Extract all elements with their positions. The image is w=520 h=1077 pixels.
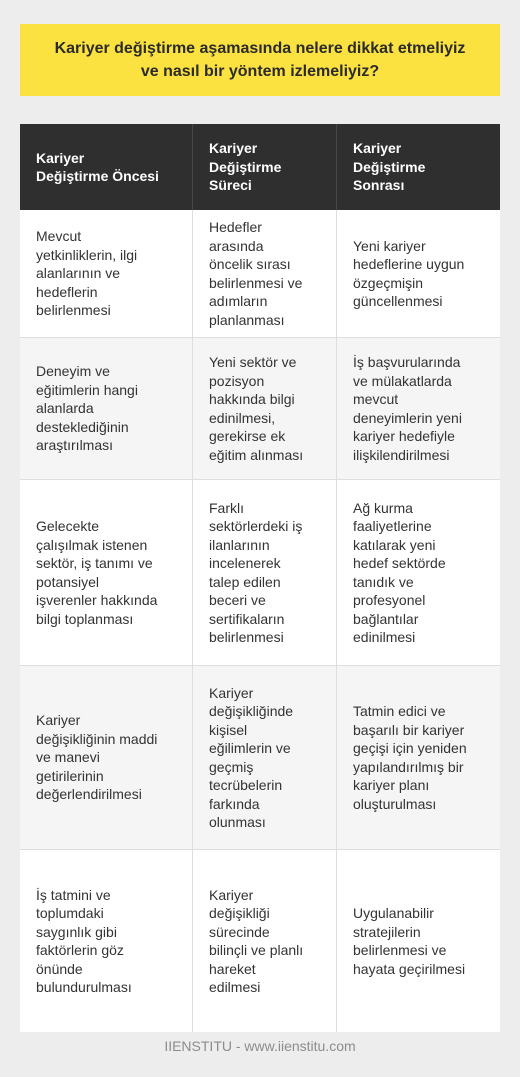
table-cell: Gelecekte çalışılmak istenen sektör, iş tanımı ve potansiyel işverenler hakkında bilgi toplanması xyxy=(20,480,193,666)
table-cell: Kariyer değişikliğinin maddi ve manevi getirilerinin değerlendirilmesi xyxy=(20,666,193,850)
column-header-before: Kariyer Değiştirme Öncesi xyxy=(20,124,193,210)
table-cell: Mevcut yetkinliklerin, ilgi alanlarının ve hedeflerin belirlenmesi xyxy=(20,210,193,338)
table-cell: Farklı sektörlerdeki iş ilanlarının incelenerek talep edilen beceri ve sertifikaların belirlenmesi xyxy=(193,480,337,666)
table-cell: Yeni sektör ve pozisyon hakkında bilgi edinilmesi, gerekirse ek eğitim alınması xyxy=(193,338,337,480)
page-title: Kariyer değiştirme aşamasında nelere dikkat etmeliyiz ve nasıl bir yöntem izlemeliyiz? xyxy=(54,40,466,80)
column-header-process: Kariyer Değiştirme Süreci xyxy=(193,124,337,210)
table-cell: İş tatmini ve toplumdaki saygınlık gibi faktörlerin göz önünde bulundurulması xyxy=(20,850,193,1032)
comparison-table xyxy=(20,124,500,1032)
title-banner xyxy=(20,24,500,96)
footer-credit: IIENSTITU - www.iienstitu.com xyxy=(164,1038,356,1054)
table-cell: Ağ kurma faaliyetlerine katılarak yeni hedef sektörde tanıdık ve profesyonel bağlantılar edinilmesi xyxy=(337,480,500,666)
table-cell: Yeni kariyer hedeflerine uygun özgeçmişin güncellenmesi xyxy=(337,210,500,338)
table-cell: Kariyer değişikliğinde kişisel eğilimlerin ve geçmiş tecrübelerin farkında olunması xyxy=(193,666,337,850)
table-cell: Deneyim ve eğitimlerin hangi alanlarda desteklediğinin araştırılması xyxy=(20,338,193,480)
table-cell: İş başvurularında ve mülakatlarda mevcut deneyimlerin yeni kariyer hedefiyle ilişkilendirilmesi xyxy=(337,338,500,480)
column-header-after: Kariyer Değiştirme Sonrası xyxy=(337,124,500,210)
table-cell: Uygulanabilir stratejilerin belirlenmesi ve hayata geçirilmesi xyxy=(353,905,466,977)
table-cell: Hedefler arasında öncelik sırası belirlenmesi ve adımların planlanması xyxy=(193,210,337,338)
table-cell: Tatmin edici ve başarılı bir kariyer geçişi için yeniden yapılandırılmış bir kariyer planı oluşturulması xyxy=(337,666,500,850)
table-cell: Kariyer değişikliği sürecinde bilinçli ve planlı hareket edilmesi xyxy=(193,850,337,1032)
